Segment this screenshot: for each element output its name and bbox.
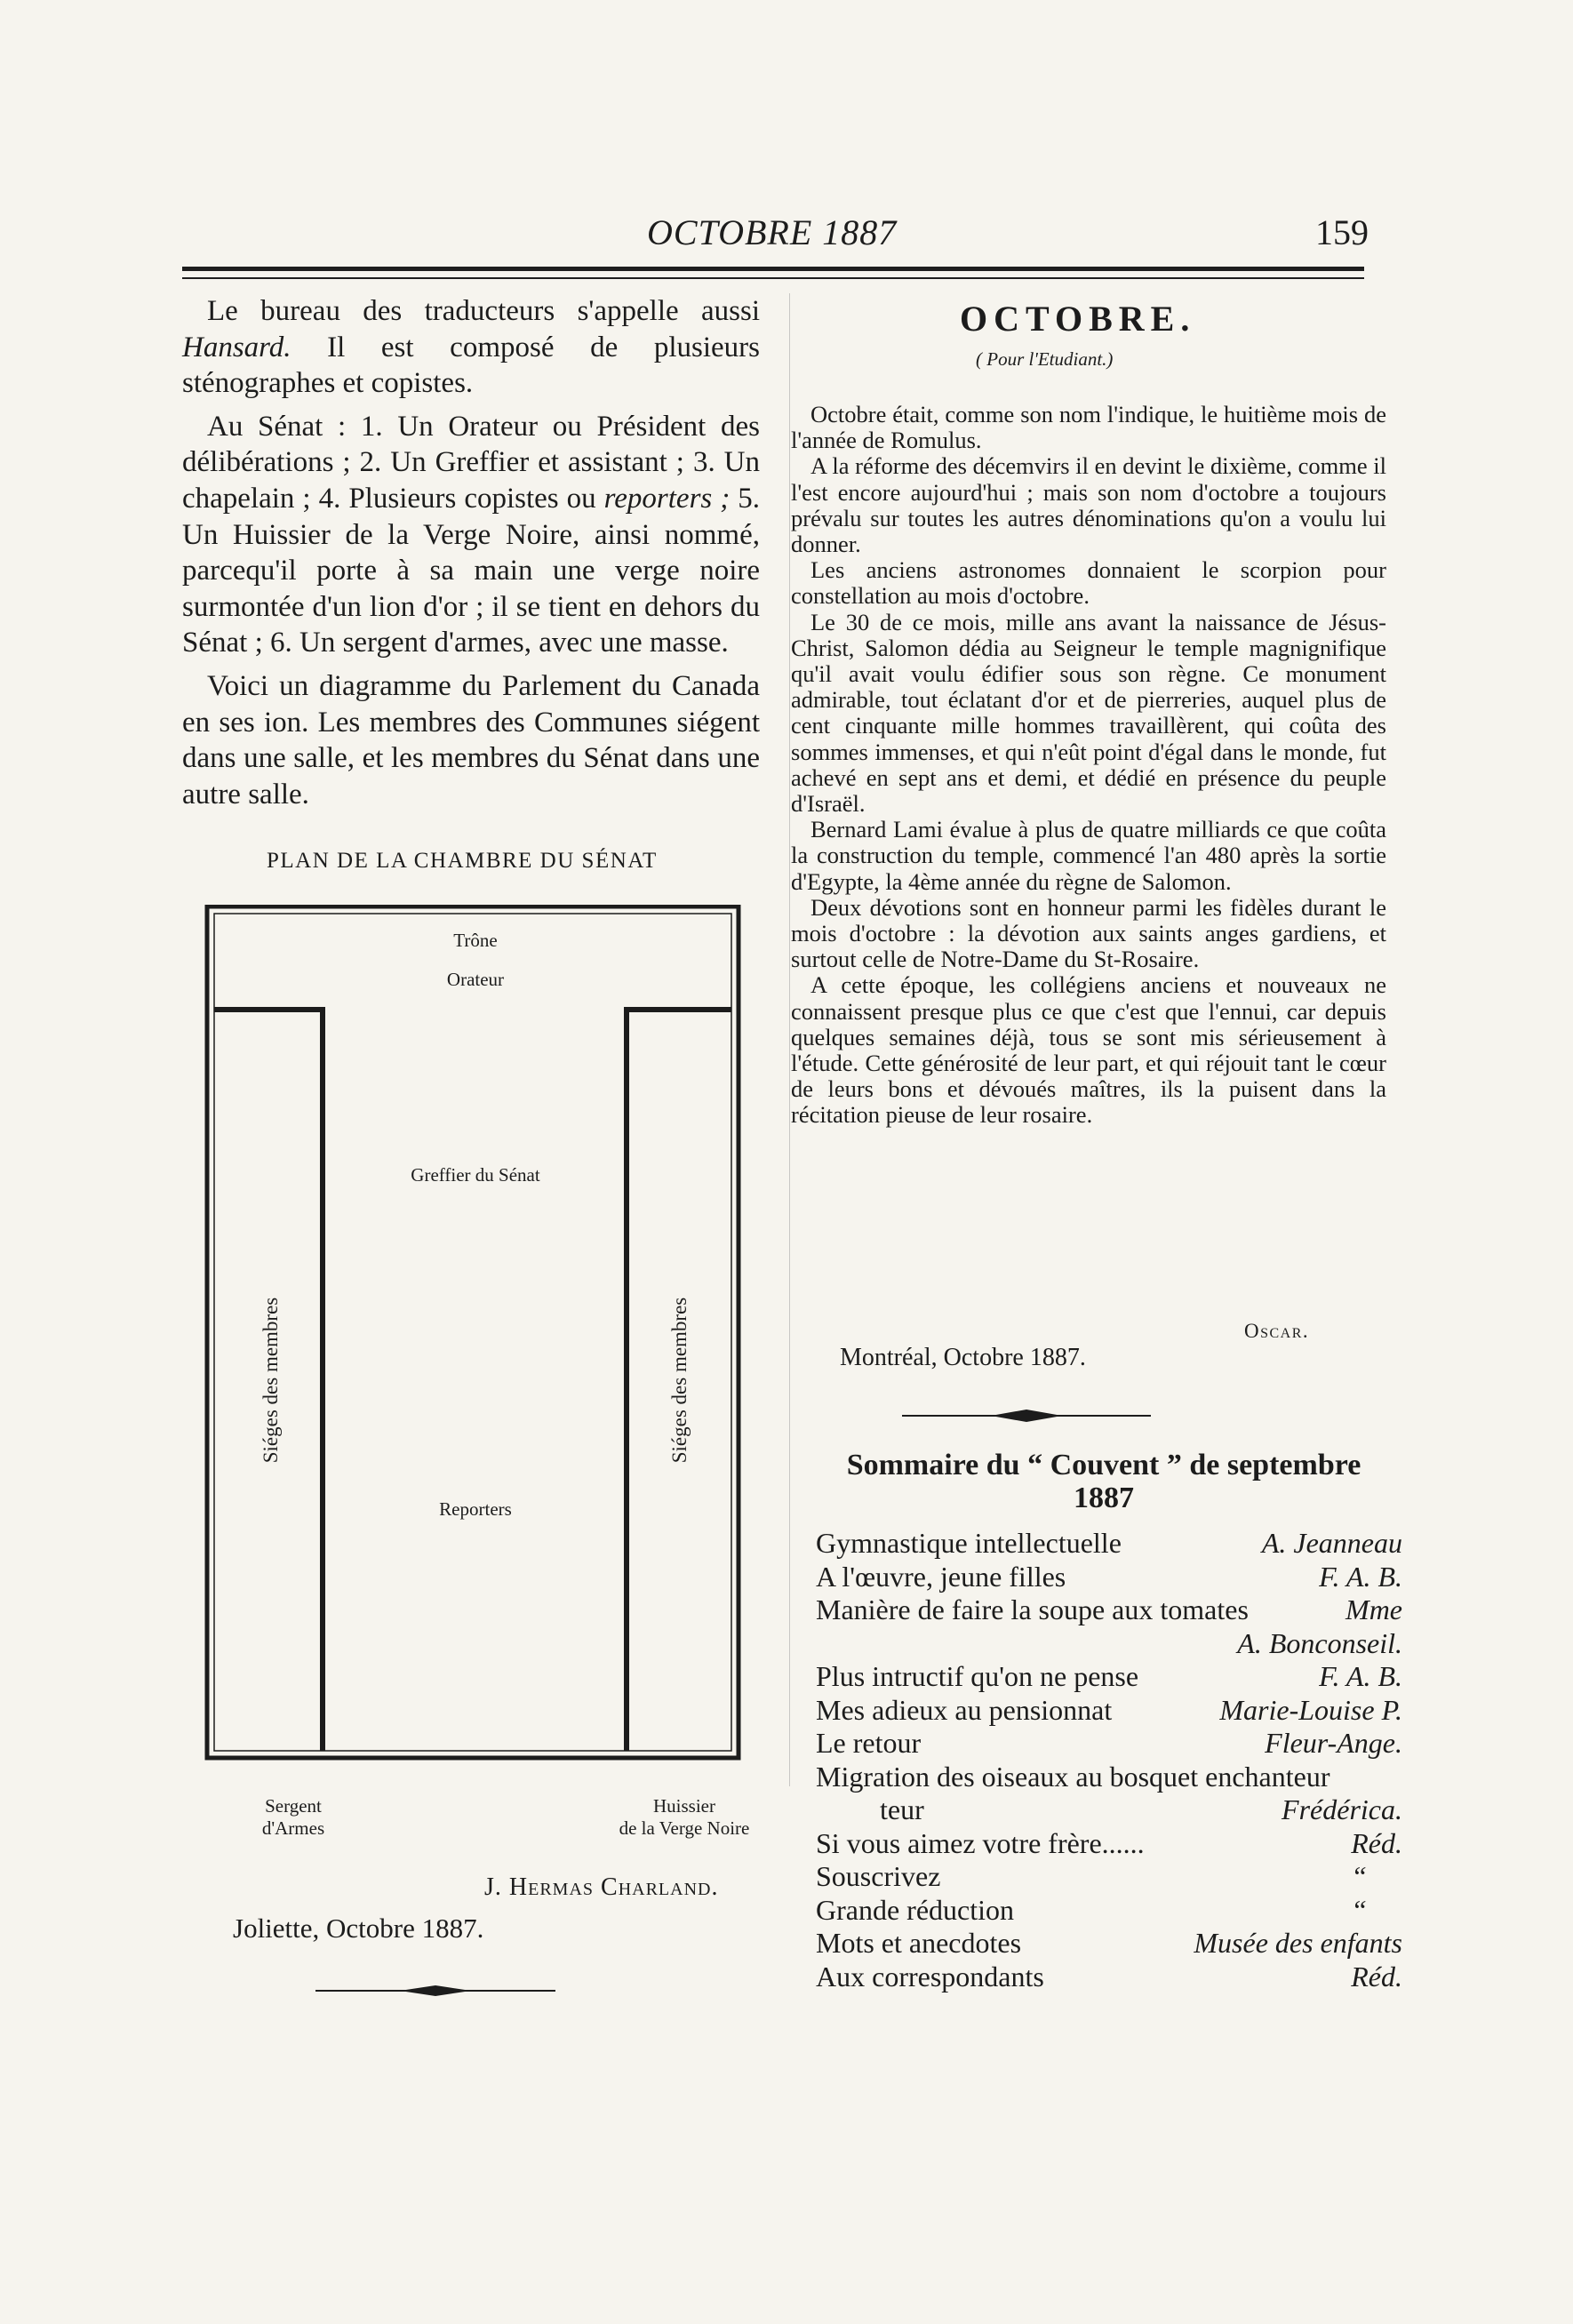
plan-label-sergent-line2: d'Armes xyxy=(261,1817,325,1839)
sommaire-item-author: F. A. B. xyxy=(1319,1560,1402,1593)
sommaire-item-author: A. Jeanneau xyxy=(1261,1527,1402,1559)
page-number: 159 xyxy=(1315,212,1369,252)
sommaire-item-author: “ xyxy=(1351,1860,1367,1892)
paragraph-italic: Hansard. xyxy=(182,331,291,363)
sommaire-item-author: A. Bonconseil. xyxy=(1237,1626,1402,1659)
paragraph-senat xyxy=(182,409,760,661)
sommaire-item-author: Marie-Louise P. xyxy=(1219,1693,1402,1726)
paragraph-diagramme xyxy=(182,668,760,812)
sommaire-item-author: F. A. B. xyxy=(1319,1660,1402,1692)
header-rule-thin xyxy=(182,277,1364,279)
sommaire-item-title: Mes adieux au pensionnat xyxy=(816,1693,1113,1726)
article-subtitle: ( Pour l'Etudiant.) xyxy=(976,348,1114,370)
plan-label-sergent xyxy=(227,1795,360,1840)
paragraph-text-rest: Il est composé de plusieurs sténographes et copistes. xyxy=(182,331,760,400)
plan-label-sieges-left: Siéges des membres xyxy=(260,1297,282,1464)
sommaire-item-title: Gymnastique intellectuelle xyxy=(816,1527,1122,1559)
sommaire-item-title: A l'œuvre, jeune filles xyxy=(816,1560,1066,1593)
article-author: Oscar. xyxy=(1244,1320,1310,1342)
sommaire-item-author: Fleur-Ange. xyxy=(1265,1727,1402,1759)
plan-label-sieges-right: Siéges des membres xyxy=(668,1297,691,1464)
sommaire-item xyxy=(816,1860,1402,1894)
article-title: OCTOBRE. xyxy=(960,299,1196,339)
plan-label-reporters: Reporters xyxy=(439,1498,512,1520)
sommaire-item xyxy=(816,1561,1402,1594)
sommaire-item-title: Grande réduction xyxy=(816,1893,1015,1926)
sommaire-item xyxy=(816,1593,1402,1627)
paragraph: Bernard Lami évalue à plus de quatre milliards ce que coûta la construction du temple, commencé l'an 480 après la sortie d'Egypte, la 4ème année du règne de Salomon. xyxy=(791,816,1386,895)
paragraph-text: Au Sénat : 1. Un Orateur ou Président des délibérations ; 2. Un Greffier et assistant ; 3. Un chapelain ; 4. Plusieurs copistes ou xyxy=(182,410,760,515)
sommaire-item-title: Si vous aimez votre frère...... xyxy=(816,1826,1145,1859)
ornament-divider-right xyxy=(902,1407,1151,1425)
sommaire-item-title: Souscrivez xyxy=(816,1860,941,1892)
sommaire-item xyxy=(816,1527,1402,1561)
sommaire-item-title: teur xyxy=(880,1793,924,1825)
header-rule-thick xyxy=(182,267,1364,271)
paragraph: Les anciens astronomes donnaient le scorpion pour constellation au mois d'octobre. xyxy=(791,556,1386,610)
sommaire-item xyxy=(816,1660,1402,1694)
sommaire-item-title: Migration des oiseaux au bosquet enchanteur xyxy=(816,1760,1330,1793)
paragraph-text: Le bureau des traducteurs s'appelle aussi xyxy=(207,295,760,327)
sommaire-item-author: Réd. xyxy=(1351,1960,1402,1993)
plan-label-greffier: Greffier du Sénat xyxy=(411,1164,540,1186)
sommaire-item-title: Mots et anecdotes xyxy=(816,1927,1022,1959)
sommaire-item-author: Réd. xyxy=(1351,1826,1402,1859)
paragraph: A la réforme des décemvirs il en devint le dixième, comme il l'est encore aujourd'hui ; mais son nom d'octobre a toujours prévalu sur toutes les autres dénominations qu'on a voulu lui donner. xyxy=(791,452,1386,558)
plan-label-huissier xyxy=(582,1795,786,1840)
paragraph: A cette époque, les collégiens anciens et nouveaux ne connaissent presque plus ce que c'est que l'ennui, car depuis quelques semaines déjà, tous se sont mis sérieusement à l'étude. Cette générosité de leur part, et qui réjouit tant le cœur de leurs bons et dévoués maîtres, ils la puisent dans la récitation pieuse de leur rosaire. xyxy=(791,971,1386,1129)
sommaire-list xyxy=(816,1527,1402,1993)
paragraph-text: Voici un diagramme du Parlement du Canada en ses ion. Les membres des Communes siégent dans une salle, et les membres du Sénat dans une autre salle. xyxy=(182,669,760,811)
sommaire-item xyxy=(816,1894,1402,1928)
right-column xyxy=(791,402,1386,1129)
running-title: OCTOBRE 1887 xyxy=(647,212,898,252)
plan-label-huissier-line2: de la Verge Noire xyxy=(619,1817,750,1839)
paragraph: Octobre était, comme son nom l'indique, le huitième mois de l'année de Romulus. xyxy=(791,401,1386,454)
sommaire-title-line2: 1887 xyxy=(1074,1481,1134,1514)
plan-label-trone: Trône xyxy=(453,930,498,951)
chamber-inner-wall xyxy=(214,914,731,1751)
sommaire-item xyxy=(816,1627,1402,1661)
sommaire-title xyxy=(810,1449,1397,1514)
sommaire-item xyxy=(816,1961,1402,1994)
sommaire-item xyxy=(816,1927,1402,1961)
sommaire-item-author: Mme xyxy=(1345,1593,1402,1625)
chamber-outer-wall xyxy=(207,906,739,1758)
senate-chamber-plan xyxy=(191,905,760,1776)
sommaire-item-author: Frédérica. xyxy=(1282,1793,1402,1825)
column-divider xyxy=(789,293,790,1786)
sommaire-item xyxy=(816,1827,1402,1861)
ornament-divider-left xyxy=(315,1982,555,2000)
signature: J. Hermas Charland. xyxy=(484,1873,719,1901)
signature-place-date: Joliette, Octobre 1887. xyxy=(233,1913,484,1944)
paragraph-italic: reporters ; xyxy=(603,482,731,515)
article-place-date: Montréal, Octobre 1887. xyxy=(840,1344,1086,1371)
sommaire-item xyxy=(816,1761,1402,1794)
paragraph: Deux dévotions sont en honneur parmi les fidèles durant le mois d'octobre : la dévotion aux saints anges gardiens, et surtout celle de Notre-Dame du St-Rosaire. xyxy=(791,893,1386,973)
sommaire-item-title: Le retour xyxy=(816,1727,922,1759)
paragraph-hansard xyxy=(182,293,760,402)
sommaire-item xyxy=(816,1727,1402,1761)
sommaire-title-line1: Sommaire du “ Couvent ” de septembre xyxy=(846,1449,1361,1481)
plan-label-sergent-line1: Sergent xyxy=(265,1795,322,1817)
sommaire-item xyxy=(816,1793,1402,1827)
sommaire-item-title: Manière de faire la soupe aux tomates xyxy=(816,1593,1249,1625)
left-column xyxy=(182,293,760,819)
plan-title: PLAN DE LA CHAMBRE DU SÉNAT xyxy=(267,849,658,873)
sommaire-item xyxy=(816,1694,1402,1728)
sommaire-item-author: Musée des enfants xyxy=(1194,1927,1402,1959)
paragraph: Le 30 de ce mois, mille ans avant la naissance de Jésus-Christ, Salomon dédia au Seigneur le temple magnignifique qu'il avait voulu édifier sous son règne. Ce monument admirable, tout éclatant d'or et de pierreries, auquel plus de cent cinquante mille hommes travaillèrent, qui coûta des sommes immenses, et qui n'eût point d'égal dans le monde, fut achevé en sept ans et demi, et dédié en présence du peuple d'Israël. xyxy=(791,608,1386,818)
sommaire-item-author: “ xyxy=(1351,1893,1367,1926)
paragraph-text-rest: 5. Un Huissier de la Verge Noire, ainsi nommé, parcequ'il porte à sa main une verge noire surmontée d'un lion d'or ; il se tient en dehors du Sénat ; 6. Un sergent d'armes, avec une masse. xyxy=(182,482,760,659)
plan-label-huissier-line1: Huissier xyxy=(653,1795,715,1817)
sommaire-item-title: Aux correspondants xyxy=(816,1960,1044,1993)
sommaire-item-title: Plus intructif qu'on ne pense xyxy=(816,1660,1139,1692)
plan-label-orateur: Orateur xyxy=(446,969,505,990)
